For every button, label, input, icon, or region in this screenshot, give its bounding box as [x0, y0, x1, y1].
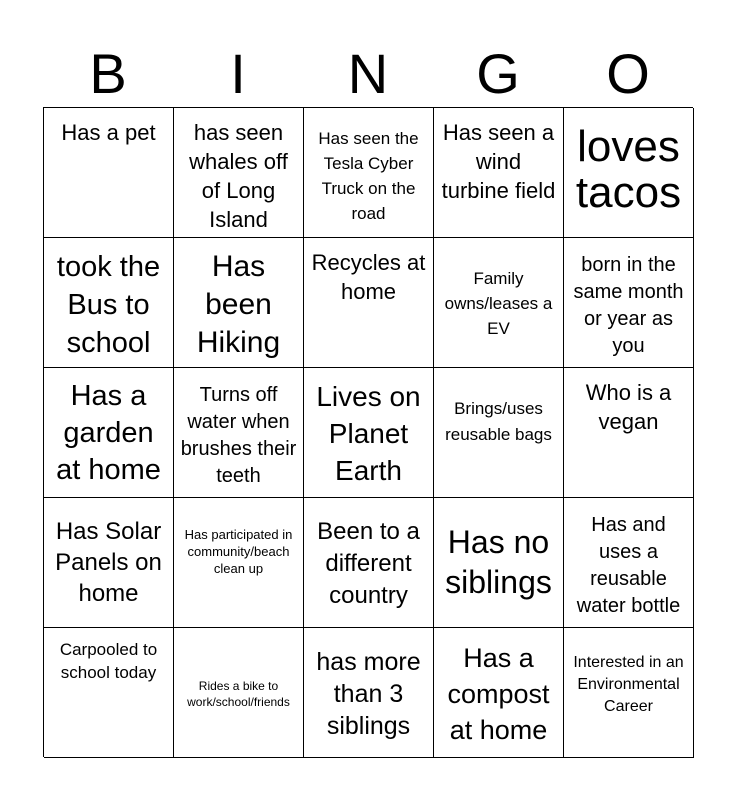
cell-text: loves tacos [575, 122, 682, 217]
bingo-cell-r1-c3[interactable] [304, 108, 434, 238]
bingo-cell-r2-c3[interactable] [304, 238, 434, 368]
cell-text: born in the same month or year as you [573, 254, 684, 357]
header-letter-i: I [230, 42, 246, 105]
cell-text: Family owns/leases a EV [444, 269, 553, 338]
cell-text: Brings/uses reusable bags [445, 399, 552, 444]
bingo-cell-r5-c4[interactable] [434, 628, 564, 758]
bingo-cell-r3-c5[interactable] [564, 368, 694, 498]
bingo-cell-r4-c5[interactable] [564, 498, 694, 628]
bingo-cell-r2-c1[interactable] [44, 238, 174, 368]
cell-text: Has no siblings [445, 524, 552, 600]
cell-text: Has participated in community/beach clean up [184, 527, 293, 576]
bingo-grid [43, 107, 693, 757]
cell-text: Has a pet [61, 120, 156, 145]
header-letter-g: G [476, 42, 520, 105]
bingo-cell-r3-c2[interactable] [174, 368, 304, 498]
bingo-cell-r4-c2[interactable] [174, 498, 304, 628]
cell-text: Rides a bike to work/school/friends [187, 679, 290, 709]
cell-text: Has been Hiking [196, 250, 281, 359]
cell-text: Carpooled to school today [59, 640, 158, 682]
cell-text: Has Solar Panels on home [55, 518, 162, 607]
bingo-cell-r4-c1[interactable] [44, 498, 174, 628]
cell-text: Has seen a wind turbine field [441, 120, 556, 203]
bingo-header [43, 40, 693, 108]
header-letter-o: O [606, 42, 650, 105]
cell-text: Has a compost at home [447, 643, 550, 745]
bingo-cell-r2-c4[interactable] [434, 238, 564, 368]
bingo-cell-r5-c3[interactable] [304, 628, 434, 758]
cell-text: Has and uses a reusable water bottle [576, 514, 681, 617]
bingo-cell-r1-c4[interactable] [434, 108, 564, 238]
bingo-cell-r5-c1[interactable] [44, 628, 174, 758]
cell-text: Interested in an Environmental Career [573, 654, 684, 715]
bingo-cell-r3-c4[interactable] [434, 368, 564, 498]
header-letter-b: B [89, 42, 127, 105]
bingo-cell-r1-c5[interactable] [564, 108, 694, 238]
cell-text: Has seen the Tesla Cyber Truck on the road [318, 129, 419, 223]
bingo-cell-r1-c2[interactable] [174, 108, 304, 238]
bingo-cell-r3-c1[interactable] [44, 368, 174, 498]
bingo-cell-r3-c3[interactable] [304, 368, 434, 498]
bingo-cell-r1-c1[interactable] [44, 108, 174, 238]
bingo-cell-r2-c5[interactable] [564, 238, 694, 368]
cell-text: Been to a different country [317, 518, 420, 609]
cell-text: Recycles at home [311, 250, 426, 304]
cell-text: Has a garden at home [56, 380, 161, 486]
bingo-cell-r2-c2[interactable] [174, 238, 304, 368]
bingo-cell-r5-c2[interactable] [174, 628, 304, 758]
cell-text: took the Bus to school [56, 251, 161, 359]
cell-text: has seen whales off of Long Island [189, 120, 288, 232]
cell-text: has more than 3 siblings [316, 648, 421, 740]
header-letter-n: N [347, 42, 389, 105]
cell-text: Turns off water when brushes their teeth [180, 384, 297, 487]
bingo-cell-r4-c3[interactable] [304, 498, 434, 628]
bingo-cell-r5-c5[interactable] [564, 628, 694, 758]
cell-text: Lives on Planet Earth [316, 381, 421, 486]
bingo-cell-r4-c4[interactable] [434, 498, 564, 628]
cell-text: Who is a vegan [585, 380, 672, 434]
